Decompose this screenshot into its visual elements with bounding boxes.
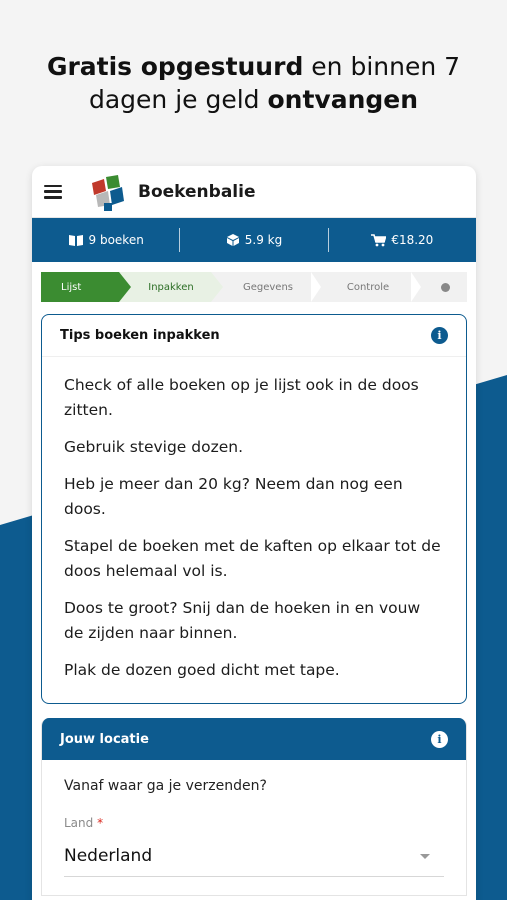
stat-cart-label: €18.20 xyxy=(391,233,434,247)
progress-steps xyxy=(41,272,467,302)
tip-item: Check of alle boeken op je lijst ook in de doos zitten. xyxy=(64,376,419,419)
stat-weight-label: 5.9 kg xyxy=(244,233,283,247)
step-gegevens[interactable] xyxy=(211,272,311,302)
box-icon xyxy=(226,233,240,247)
app-bar xyxy=(32,166,476,218)
tip-item: Plak de dozen goed dicht met tape. xyxy=(64,661,340,679)
info-icon[interactable]: i xyxy=(431,731,448,748)
location-card xyxy=(41,718,467,896)
step-label: Lijst xyxy=(61,281,82,293)
app-screen xyxy=(32,166,476,900)
headline-bold-1: Gratis opgestuurd xyxy=(46,52,304,81)
stat-cart[interactable] xyxy=(329,233,476,247)
stats-bar xyxy=(32,218,476,262)
required-mark: * xyxy=(97,816,104,830)
tip-item: Gebruik stevige dozen. xyxy=(64,438,244,456)
country-label-text: Land xyxy=(64,816,94,830)
tips-card-title: Tips boeken inpakken xyxy=(60,328,220,343)
cart-icon xyxy=(371,234,386,247)
tip-item: Doos te groot? Snij dan de hoeken in en vouw de zijden naar binnen. xyxy=(64,599,421,642)
brand-name: Boekenbalie xyxy=(138,181,256,202)
stat-weight[interactable] xyxy=(180,233,327,247)
tips-card xyxy=(41,314,467,704)
tip-item: Heb je meer dan 20 kg? Neem dan nog een doos. xyxy=(64,475,403,518)
country-select-value: Nederland xyxy=(64,846,153,866)
headline-bold-2: ontvangen xyxy=(267,85,419,114)
country-select[interactable] xyxy=(64,846,444,877)
stat-books[interactable] xyxy=(32,233,179,247)
headline xyxy=(0,50,507,116)
location-question: Vanaf waar ga je verzenden? xyxy=(64,778,267,794)
step-label: Gegevens xyxy=(242,281,294,293)
boekenbalie-logo xyxy=(90,173,126,211)
info-icon[interactable]: i xyxy=(431,327,448,344)
book-icon xyxy=(68,234,84,247)
tip-item: Stapel de boeken met de kaften op elkaar tot de doos helemaal vol is. xyxy=(64,537,441,580)
hamburger-menu-icon[interactable] xyxy=(44,185,62,199)
step-controle[interactable] xyxy=(311,272,411,302)
headline-text-2: dagen je geld xyxy=(88,85,268,114)
step-label: Controle xyxy=(346,281,390,293)
location-card-title: Jouw locatie xyxy=(60,731,149,747)
stat-books-label: 9 boeken xyxy=(88,233,144,247)
check-circle-icon xyxy=(441,283,450,292)
location-card-header xyxy=(42,718,466,760)
chevron-down-icon xyxy=(420,854,430,859)
country-label xyxy=(64,816,444,830)
headline-text-1: en binnen 7 xyxy=(303,52,461,81)
tips-card-header xyxy=(42,315,466,357)
step-inpakken[interactable] xyxy=(119,272,211,302)
tips-list xyxy=(42,357,466,703)
step-lijst[interactable] xyxy=(41,272,119,302)
location-body xyxy=(42,760,466,895)
step-label: Inpakken xyxy=(148,281,194,293)
